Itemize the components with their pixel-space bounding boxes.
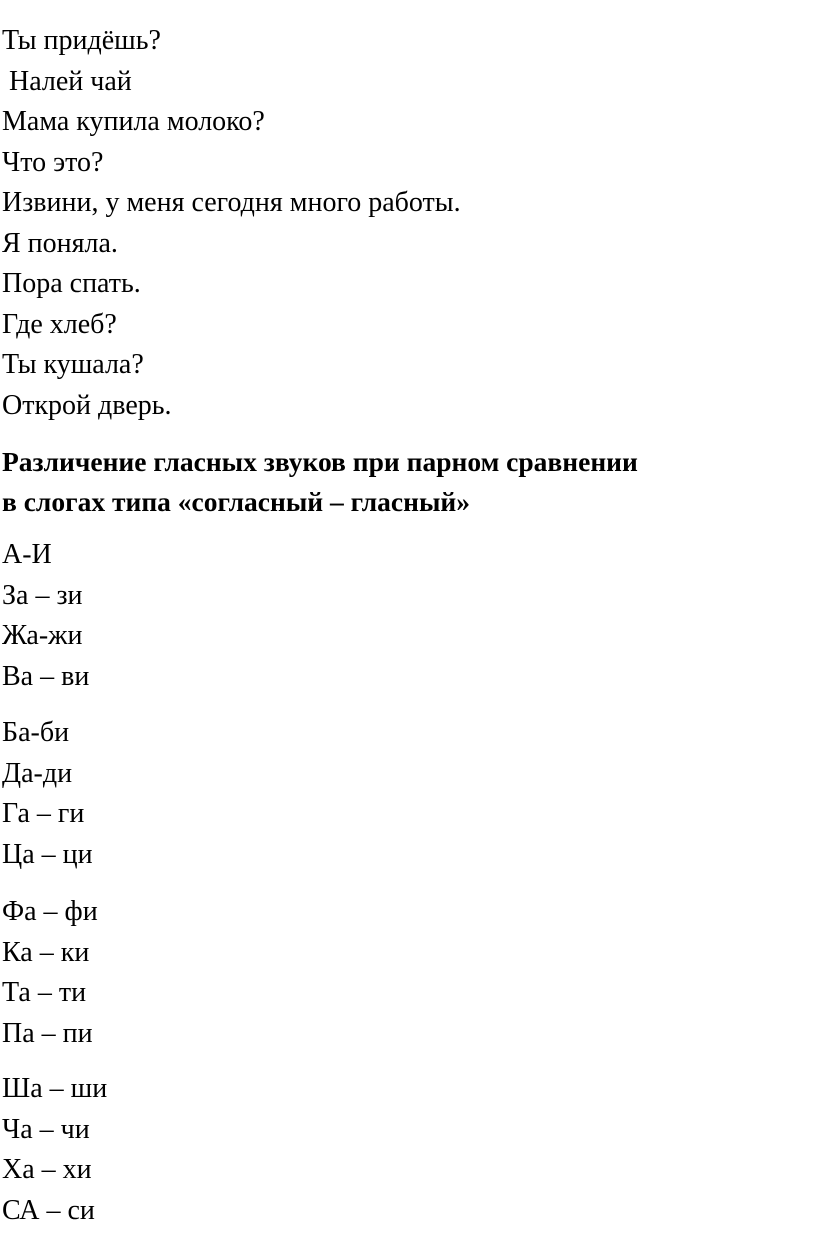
section-heading-line-1: Различение гласных звуков при парном сравнении: [2, 446, 638, 477]
section-heading-line-2: в слогах типа «согласный – гласный»: [2, 486, 471, 517]
sentence-line: Ты придёшь?: [2, 25, 161, 56]
sentence-line: Налей чай: [2, 65, 132, 97]
sentence-line: Пора спать.: [2, 268, 141, 299]
syllable-pair: Ца – ци: [2, 838, 93, 870]
syllable-pair: Ка – ки: [2, 936, 90, 968]
syllable-pair: Фа – фи: [2, 896, 98, 927]
syllable-pair: Па – пи: [2, 1017, 93, 1049]
syllable-group-4: [2, 1069, 107, 1231]
syllable-pair: СА – си: [2, 1194, 95, 1226]
syllable-pair: Ха – хи: [2, 1154, 92, 1185]
syllable-pair: Ба-би: [2, 717, 70, 748]
sentence-line: Я поняла.: [2, 227, 118, 259]
syllable-pair: Жа-жи: [2, 620, 83, 651]
syllable-pair: Ша – ши: [2, 1073, 108, 1104]
syllable-group-3: [2, 892, 98, 1054]
syllable-pair: Ча – чи: [2, 1113, 90, 1145]
syllable-pair: Га – ги: [2, 798, 85, 829]
syllable-pair: Та – ти: [2, 977, 87, 1008]
syllable-group-1: [2, 535, 89, 697]
section-heading: [2, 442, 814, 522]
syllable-pair: А-И: [2, 539, 52, 570]
syllable-pair: За – зи: [2, 579, 83, 611]
sentence-list: [2, 21, 461, 426]
sentence-line: Открой дверь.: [2, 389, 172, 421]
syllable-pair: Да-ди: [2, 757, 73, 789]
syllable-group-2: [2, 713, 93, 875]
sentence-line: Где хлеб?: [2, 308, 117, 340]
syllable-pair: Ва – ви: [2, 660, 90, 692]
sentence-line: Извини, у меня сегодня много работы.: [2, 187, 461, 218]
sentence-line: Мама купила молоко?: [2, 106, 265, 137]
sentence-line: Ты кушала?: [2, 349, 144, 380]
sentence-line: Что это?: [2, 146, 104, 178]
